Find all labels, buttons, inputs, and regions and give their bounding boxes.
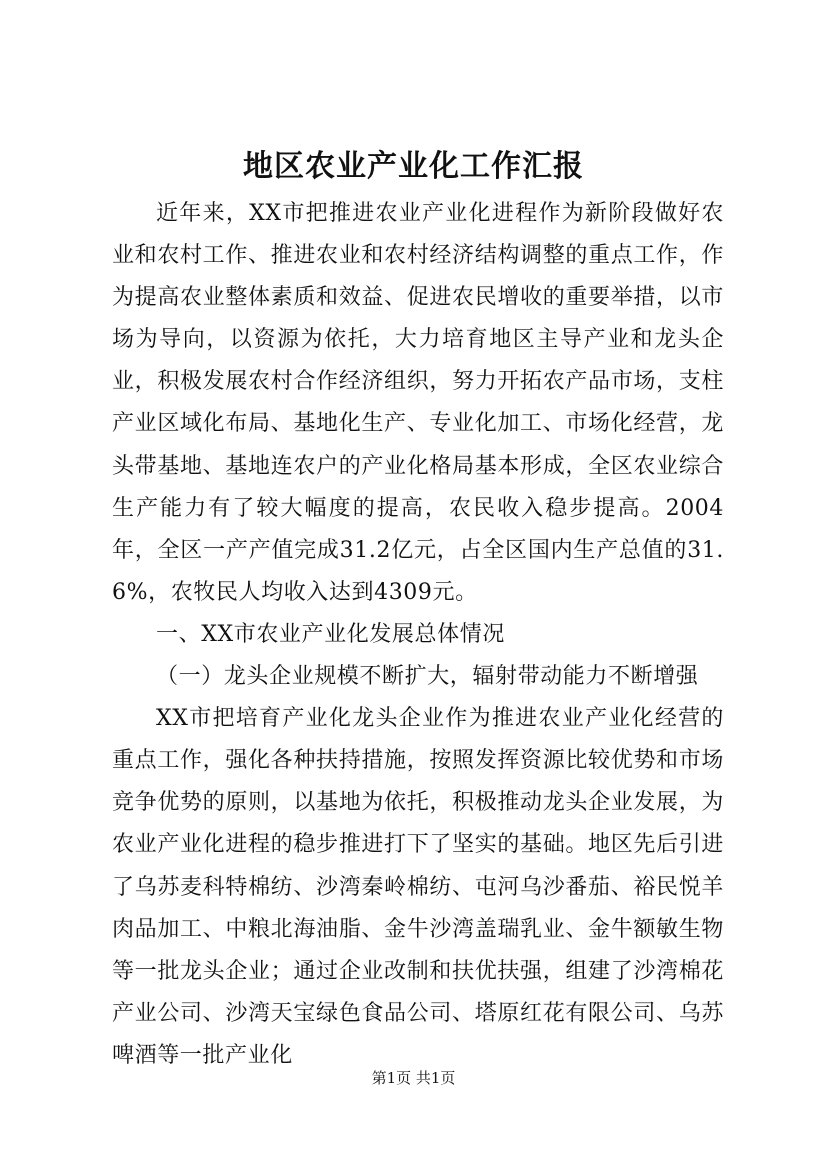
subsection-heading-1: （一）龙头企业规模不断扩大，辐射带动能力不断增强	[156, 664, 699, 690]
paragraph-intro: 近年来，XX市把推进农业产业化进程作为新阶段做好农业和农村工作、推进农业和农村经济结构调整的重点工作，作为提高农业整体素质和效益、促进农民增收的重要举措，以市场为导向，以资源为依托，大力培育地区主导产业和龙头企业，积极发展农村合作经济组织，努力开拓农产品市场，支柱产业区域化布局、基地化生产、专业化加工、市场化经营，龙头带基地、基地连农户的产业化格局基本形成，全区农业综合生产能力有了较大幅度的提高，农民收入稳步提高。2004年，全区一产产值完成31.2亿元，占全区国内生产总值的31.6%，农牧民人均收入达到4309元。	[112, 201, 724, 605]
document-title: 地区农业产业化工作汇报	[243, 149, 584, 184]
section-heading-1: 一、XX市农业产业化发展总体情况	[156, 621, 505, 647]
document-body	[112, 193, 724, 1077]
page-number-footer: 第1页 共1页	[371, 1069, 456, 1087]
paragraph-leading-enterprises: XX市把培育产业化龙头企业作为推进农业产业化经营的重点工作，强化各种扶持措施，按照发挥资源比较优势和市场竞争优势的原则，以基地为依托，积极推动龙头企业发展，为农业产业化进程的稳步推进打下了坚实的基础。地区先后引进了乌苏麦科特棉纺、沙湾秦岭棉纺、屯河乌沙番茄、裕民悦羊肉品加工、中粮北海油脂、金牛沙湾盖瑞乳业、金牛额敏生物等一批龙头企业；通过企业改制和扶优扶强，组建了沙湾棉花产业公司、沙湾天宝绿色食品公司、塔原红花有限公司、乌苏啤酒等一批产业化	[112, 706, 724, 1068]
